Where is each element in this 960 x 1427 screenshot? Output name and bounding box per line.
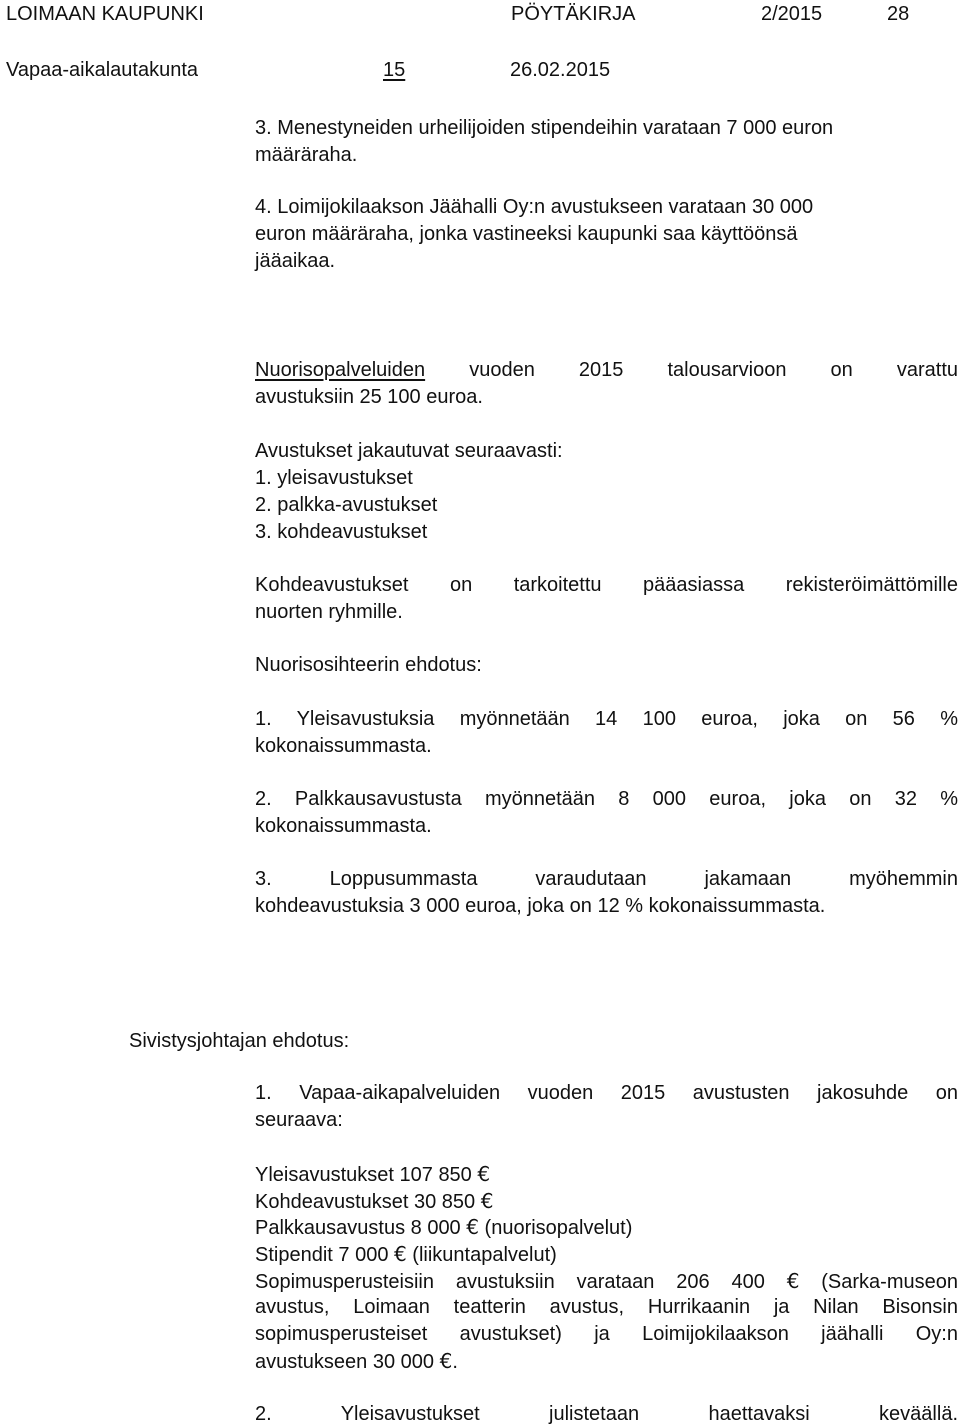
page-number: 28	[887, 3, 910, 25]
allocation-targeted-grants-text: Kohdeavustukset 30 850	[255, 1191, 476, 1213]
euro-symbol: €	[394, 1242, 407, 1266]
proposal3-line1: 3. Loppusummasta varaudutaan jakamaan myöhemmin	[255, 868, 958, 890]
allocation-salary-grant-note: (nuorisopalvelut)	[484, 1217, 633, 1239]
contract-grants-line1	[255, 1268, 958, 1295]
item3-line2: määräraha.	[255, 144, 358, 166]
proposal1-line1: 1. Yleisavustuksia myönnetään 14 100 euroa, joka on 56 %	[255, 708, 958, 730]
euro-symbol: €	[480, 1189, 494, 1213]
director-proposal-label: Sivistysjohtajan ehdotus:	[129, 1030, 350, 1052]
breakdown-item: 1. yleisavustukset	[255, 467, 413, 489]
allocation-salary-grant-text: Palkkausavustus 8 000	[255, 1217, 461, 1239]
targeted-grants-line2: nuorten ryhmille.	[255, 601, 403, 623]
meeting-date: 26.02.2015	[510, 59, 611, 81]
director-item2: 2. Yleisavustukset julistetaan haettavaksi keväällä.	[255, 1403, 958, 1425]
section-number	[383, 57, 405, 83]
breakdown-item: 2. palkka-avustukset	[255, 494, 438, 516]
breakdown-title: Avustukset jakautuvat seuraavasti:	[255, 440, 563, 462]
document-number: 2/2015	[761, 3, 823, 25]
breakdown-item: 3. kohdeavustukset	[255, 521, 428, 543]
document-type: PÖYTÄKIRJA	[511, 3, 636, 25]
allocation-scholarships-note: (liikuntapalvelut)	[412, 1244, 557, 1266]
organization-name: LOIMAAN KAUPUNKI	[6, 3, 204, 25]
euro-symbol: €	[477, 1162, 491, 1186]
contract-grants-line3: sopimusperusteiset avustukset) ja Loimijokilaakson jäähalli Oy:n	[255, 1323, 958, 1345]
youth-services-underlined: Nuorisopalveluiden	[255, 359, 426, 381]
contract-grants-text: Sopimusperusteisiin avustuksiin varataan 206 400	[255, 1271, 765, 1293]
committee-name: Vapaa-aikalautakunta	[6, 59, 198, 81]
proposal3-line2: kohdeavustuksia 3 000 euroa, joka on 12 % kokonaissummasta.	[255, 895, 826, 917]
youth-paragraph-line1	[255, 357, 958, 383]
allocation-salary-grant	[255, 1214, 632, 1241]
contract-grants-line4	[255, 1348, 458, 1375]
youth-paragraph-line2: avustuksiin 25 100 euroa.	[255, 386, 483, 408]
contract-grants-line2: avustus, Loimaan teatterin avustus, Hurrikaanin ja Nilan Bisonsin	[255, 1296, 958, 1318]
youth-proposal-title: Nuorisosihteerin ehdotus:	[255, 654, 482, 676]
allocation-scholarships	[255, 1241, 557, 1268]
item3-line1: 3. Menestyneiden urheilijoiden stipendeihin varataan 7 000 euron	[255, 117, 834, 139]
proposal2-line1: 2. Palkkausavustusta myönnetään 8 000 euroa, joka on 32 %	[255, 788, 958, 810]
allocation-targeted-grants	[255, 1188, 493, 1215]
director-item1-line1: 1. Vapaa-aikapalveluiden vuoden 2015 avustusten jakosuhde on	[255, 1082, 958, 1104]
period: .	[452, 1351, 458, 1373]
item4-line3: jääaikaa.	[255, 250, 336, 272]
section-number-text: 15	[383, 59, 406, 81]
contract-grants-note: (Sarka-museon	[821, 1271, 958, 1293]
euro-symbol: €	[439, 1349, 453, 1373]
euro-symbol: €	[466, 1215, 479, 1239]
ice-hall-grant-text: avustukseen 30 000	[255, 1351, 435, 1373]
proposal2-line2: kokonaissummasta.	[255, 815, 432, 837]
euro-symbol: €	[786, 1269, 800, 1293]
allocation-scholarships-text: Stipendit 7 000	[255, 1244, 389, 1266]
allocation-general-grants	[255, 1161, 490, 1188]
director-item1-line2: seuraava:	[255, 1109, 343, 1131]
targeted-grants-line1: Kohdeavustukset on tarkoitettu pääasiassa rekisteröimättömille	[255, 574, 958, 596]
allocation-general-grants-text: Yleisavustukset 107 850	[255, 1164, 472, 1186]
youth-paragraph-line1-rest: vuoden 2015 talousarvioon on varattu	[469, 359, 959, 381]
item4-line2: euron määräraha, jonka vastineeksi kaupunki saa käyttöönsä	[255, 223, 798, 245]
proposal1-line2: kokonaissummasta.	[255, 735, 432, 757]
item4-line1: 4. Loimijokilaakson Jäähalli Oy:n avustukseen varataan 30 000	[255, 196, 814, 218]
